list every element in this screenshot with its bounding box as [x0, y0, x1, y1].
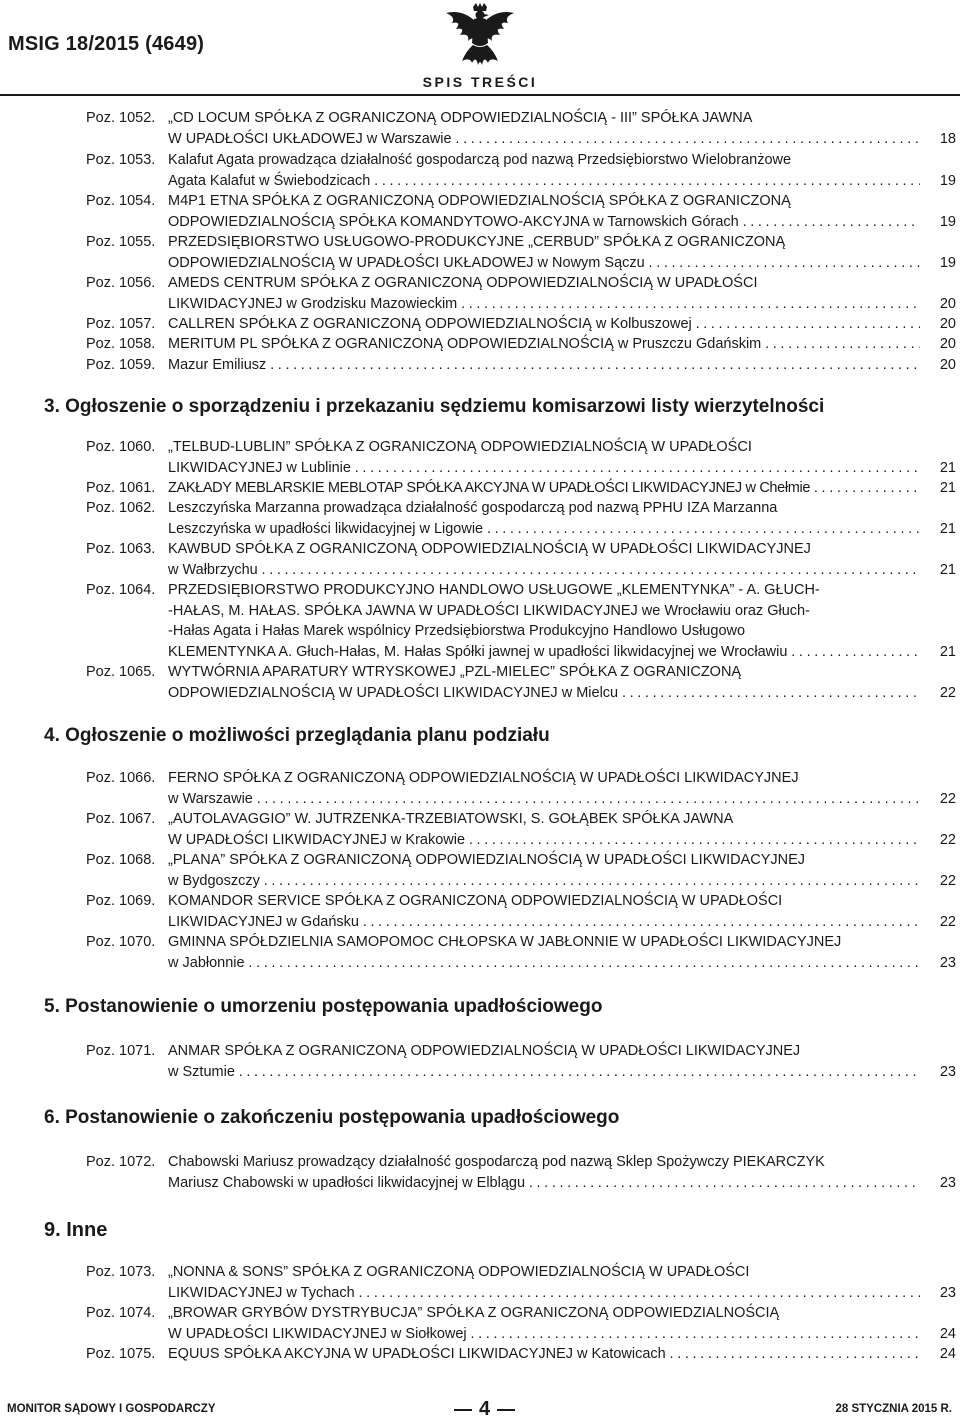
entry-title-line: Kalafut Agata prowadząca działalność gospodarczą pod nazwą Przedsiębiorstwo Wielobranżowe	[168, 152, 792, 168]
entry-number: Poz. 1073.	[86, 1264, 156, 1280]
entry-page: 22	[939, 790, 956, 807]
entry-title-line: „CD LOCUM SPÓŁKA Z OGRANICZONĄ ODPOWIEDZIALNOŚCIĄ - III” SPÓŁKA JAWNA	[168, 110, 753, 126]
entry-title-line: ODPOWIEDZIALNOŚCIĄ W UPADŁOŚCI UKŁADOWEJ w Nowym Sączu . . .	[168, 253, 920, 274]
entry-page: 18	[939, 130, 956, 147]
entry-number: Poz. 1060.	[86, 439, 156, 455]
header-divider	[0, 94, 960, 96]
entry-number: Poz. 1058.	[86, 336, 156, 352]
entry-number: Poz. 1064.	[86, 582, 156, 598]
section-heading: 3. Ogłoszenie o sporządzeniu i przekazaniu sędziemu komisarzowi listy wierzytelności	[44, 396, 825, 417]
entry-number: Poz. 1054.	[86, 193, 156, 209]
entry-title-line: Chabowski Mariusz prowadzący działalność gospodarczą pod nazwą Sklep Spożywczy PIEKARCZYK	[168, 1154, 825, 1170]
publication-date: 28 STYCZNIA 2015 R.	[835, 1403, 952, 1415]
entry-title-line: W UPADŁOŚCI UKŁADOWEJ w Warszawie . . .	[168, 129, 920, 150]
entry-page: 19	[939, 172, 956, 189]
entry-title-line: w Jabłonnie . . .	[168, 953, 920, 974]
entry-title-line: W UPADŁOŚCI LIKWIDACYJNEJ w Krakowie . . .	[168, 830, 920, 851]
entry-number: Poz. 1072.	[86, 1154, 156, 1170]
entry-number: Poz. 1057.	[86, 316, 156, 332]
entry-number: Poz. 1069.	[86, 893, 156, 909]
section-heading: 4. Ogłoszenie o możliwości przeglądania planu podziału	[44, 725, 550, 746]
publication-name: MONITOR SĄDOWY I GOSPODARCZY	[7, 1403, 216, 1415]
entry-page: 20	[939, 357, 956, 373]
entry-page: 21	[939, 459, 956, 476]
entry-page: 24	[939, 1346, 956, 1362]
entry-page: 21	[939, 643, 956, 660]
entry-title-line: ANMAR SPÓŁKA Z OGRANICZONĄ ODPOWIEDZIALNOŚCIĄ W UPADŁOŚCI LIKWIDACYJNEJ	[168, 1043, 801, 1059]
entry-title-line: MERITUM PL SPÓŁKA Z OGRANICZONĄ ODPOWIEDZIALNOŚCIĄ w Pruszczu Gdańskim . . .	[168, 334, 920, 355]
entry-title-line: w Warszawie . . .	[168, 789, 920, 810]
entry-page: 22	[939, 684, 956, 701]
entry-title-line: ODPOWIEDZIALNOŚCIĄ W UPADŁOŚCI LIKWIDACYJNEJ w Mielcu . . .	[168, 683, 920, 704]
entry-title-line: FERNO SPÓŁKA Z OGRANICZONĄ ODPOWIEDZIALNOŚCIĄ W UPADŁOŚCI LIKWIDACYJNEJ	[168, 770, 799, 786]
entry-page: 21	[939, 480, 956, 496]
entry-title-line: Mazur Emiliusz . . .	[168, 355, 920, 376]
table-of-contents-heading: SPIS TREŚCI	[422, 74, 538, 90]
entry-page: 19	[939, 254, 956, 271]
entry-title-line: w Sztumie . . .	[168, 1062, 920, 1083]
entry-page: 23	[939, 1284, 956, 1301]
entry-number: Poz. 1065.	[86, 664, 156, 680]
section-heading: 6. Postanowienie o zakończeniu postępowania upadłościowego	[44, 1107, 620, 1128]
entry-number: Poz. 1061.	[86, 480, 156, 496]
entry-title-line: Leszczyńska Marzanna prowadząca działalność gospodarczą pod nazwą PPHU IZA Marzanna	[168, 500, 778, 516]
entry-page: 20	[939, 336, 956, 352]
entry-page: 22	[939, 872, 956, 889]
entry-title-line: KLEMENTYNKA A. Głuch-Hałas, M. Hałas Spółki jawnej w upadłości likwidacyjnej we Wrocławiu . . .	[168, 642, 920, 663]
entry-number: Poz. 1066.	[86, 770, 156, 786]
entry-page: 21	[939, 520, 956, 537]
entry-title-line: Mariusz Chabowski w upadłości likwidacyjnej w Elblągu . . .	[168, 1173, 920, 1194]
entry-title-line: LIKWIDACYJNEJ w Tychach . . .	[168, 1283, 920, 1304]
entry-title-line: GMINNA SPÓŁDZIELNIA SAMOPOMOC CHŁOPSKA W JABŁONNIE W UPADŁOŚCI LIKWIDACYJNEJ	[168, 934, 842, 950]
entry-page: 19	[939, 213, 956, 230]
entry-page: 22	[939, 913, 956, 930]
entry-title-line: „AUTOLAVAGGIO” W. JUTRZENKA-TRZEBIATOWSKI, S. GOŁĄBEK SPÓŁKA JAWNA	[168, 811, 734, 827]
entry-page: 21	[939, 561, 956, 578]
entry-title-line: „PLANA” SPÓŁKA Z OGRANICZONĄ ODPOWIEDZIALNOŚCIĄ W UPADŁOŚCI LIKWIDACYJNEJ	[168, 852, 806, 868]
entry-title-line: -HAŁAS, M. HAŁAS. SPÓŁKA JAWNA W UPADŁOŚCI LIKWIDACYJNEJ we Wrocławiu oraz Głuch-	[168, 602, 810, 619]
entry-number: Poz. 1074.	[86, 1305, 156, 1321]
entry-page: 24	[939, 1325, 956, 1342]
entry-title-line: LIKWIDACYJNEJ w Grodzisku Mazowieckim . . .	[168, 294, 920, 315]
entry-title-line: AMEDS CENTRUM SPÓŁKA Z OGRANICZONĄ ODPOWIEDZIALNOŚCIĄ W UPADŁOŚCI	[168, 275, 758, 291]
issue-title: MSIG 18/2015 (4649)	[8, 33, 205, 55]
entry-number: Poz. 1053.	[86, 152, 156, 168]
entry-title-line: „BROWAR GRYBÓW DYSTRYBUCJA” SPÓŁKA Z OGRANICZONĄ ODPOWIEDZIALNOŚCIĄ	[168, 1305, 780, 1321]
entry-page: 22	[939, 831, 956, 848]
entry-page: 23	[939, 1174, 956, 1191]
entry-page: 20	[939, 316, 956, 332]
section-heading: 5. Postanowienie o umorzeniu postępowania upadłościowego	[44, 996, 603, 1017]
entry-number: Poz. 1067.	[86, 811, 156, 827]
entry-title-line: w Wałbrzychu . . .	[168, 560, 920, 581]
entry-title-line: CALLREN SPÓŁKA Z OGRANICZONĄ ODPOWIEDZIALNOŚCIĄ w Kolbuszowej . . .	[168, 314, 920, 335]
entry-title-line: PRZEDSIĘBIORSTWO PRODUKCYJNO HANDLOWO USŁUGOWE „KLEMENTYNKA” - A. GŁUCH-	[168, 582, 820, 598]
entry-title-line: M4P1 ETNA SPÓŁKA Z OGRANICZONĄ ODPOWIEDZIALNOŚCIĄ SPÓŁKA Z OGRANICZONĄ	[168, 193, 791, 209]
page-number: 4	[454, 1398, 515, 1421]
entry-title-line: w Bydgoszczy . . .	[168, 871, 920, 892]
entry-number: Poz. 1055.	[86, 234, 156, 250]
entry-title-line: ZAKŁADY MEBLARSKIE MEBLOTAP SPÓŁKA AKCYJNA W UPADŁOŚCI LIKWIDACYJNEJ w Chełmie . . .	[168, 478, 920, 499]
entry-title-line: „NONNA & SONS” SPÓŁKA Z OGRANICZONĄ ODPOWIEDZIALNOŚCIĄ W UPADŁOŚCI	[168, 1264, 750, 1280]
entry-number: Poz. 1075.	[86, 1346, 156, 1362]
entry-number: Poz. 1052.	[86, 110, 156, 126]
entry-page: 20	[939, 295, 956, 312]
entry-title-line: LIKWIDACYJNEJ w Gdańsku . . .	[168, 912, 920, 933]
entry-number: Poz. 1062.	[86, 500, 156, 516]
entry-title-line: „TELBUD-LUBLIN” SPÓŁKA Z OGRANICZONĄ ODPOWIEDZIALNOŚCIĄ W UPADŁOŚCI	[168, 439, 752, 455]
entry-title-line: WYTWÓRNIA APARATURY WTRYSKOWEJ „PZL-MIELEC” SPÓŁKA Z OGRANICZONĄ	[168, 664, 742, 680]
entry-title-line: W UPADŁOŚCI LIKWIDACYJNEJ w Siołkowej . . .	[168, 1324, 920, 1345]
page-header	[0, 0, 960, 96]
entry-title-line: Leszczyńska w upadłości likwidacyjnej w Ligowie . . .	[168, 519, 920, 540]
entry-page: 23	[939, 1063, 956, 1080]
entry-number: Poz. 1070.	[86, 934, 156, 950]
polish-eagle-emblem-icon	[442, 3, 518, 71]
section-heading: 9. Inne	[44, 1219, 108, 1241]
entry-page: 23	[939, 954, 956, 971]
entry-title-line: -Hałas Agata i Hałas Marek wspólnicy Przedsiębiorstwa Produkcyjno Handlowo Usługowo	[168, 623, 746, 640]
entry-title-line: EQUUS SPÓŁKA AKCYJNA W UPADŁOŚCI LIKWIDACYJNEJ w Katowicach . . .	[168, 1344, 920, 1365]
entry-number: Poz. 1068.	[86, 852, 156, 868]
entry-number: Poz. 1071.	[86, 1043, 156, 1059]
entry-title-line: KAWBUD SPÓŁKA Z OGRANICZONĄ ODPOWIEDZIALNOŚCIĄ W UPADŁOŚCI LIKWIDACYJNEJ	[168, 541, 811, 557]
entry-number: Poz. 1063.	[86, 541, 156, 557]
entry-title-line: PRZEDSIĘBIORSTWO USŁUGOWO-PRODUKCYJNE „CERBUD” SPÓŁKA Z OGRANICZONĄ	[168, 234, 786, 250]
entry-number: Poz. 1056.	[86, 275, 156, 291]
entry-number: Poz. 1059.	[86, 357, 156, 373]
entry-title-line: KOMANDOR SERVICE SPÓŁKA Z OGRANICZONĄ ODPOWIEDZIALNOŚCIĄ W UPADŁOŚCI	[168, 893, 783, 909]
entry-title-line: ODPOWIEDZIALNOŚCIĄ SPÓŁKA KOMANDYTOWO-AKCYJNA w Tarnowskich Górach . . .	[168, 212, 920, 233]
entry-title-line: Agata Kalafut w Świebodzicach . . .	[168, 171, 920, 192]
entry-title-line: LIKWIDACYJNEJ w Lublinie . . .	[168, 458, 920, 479]
